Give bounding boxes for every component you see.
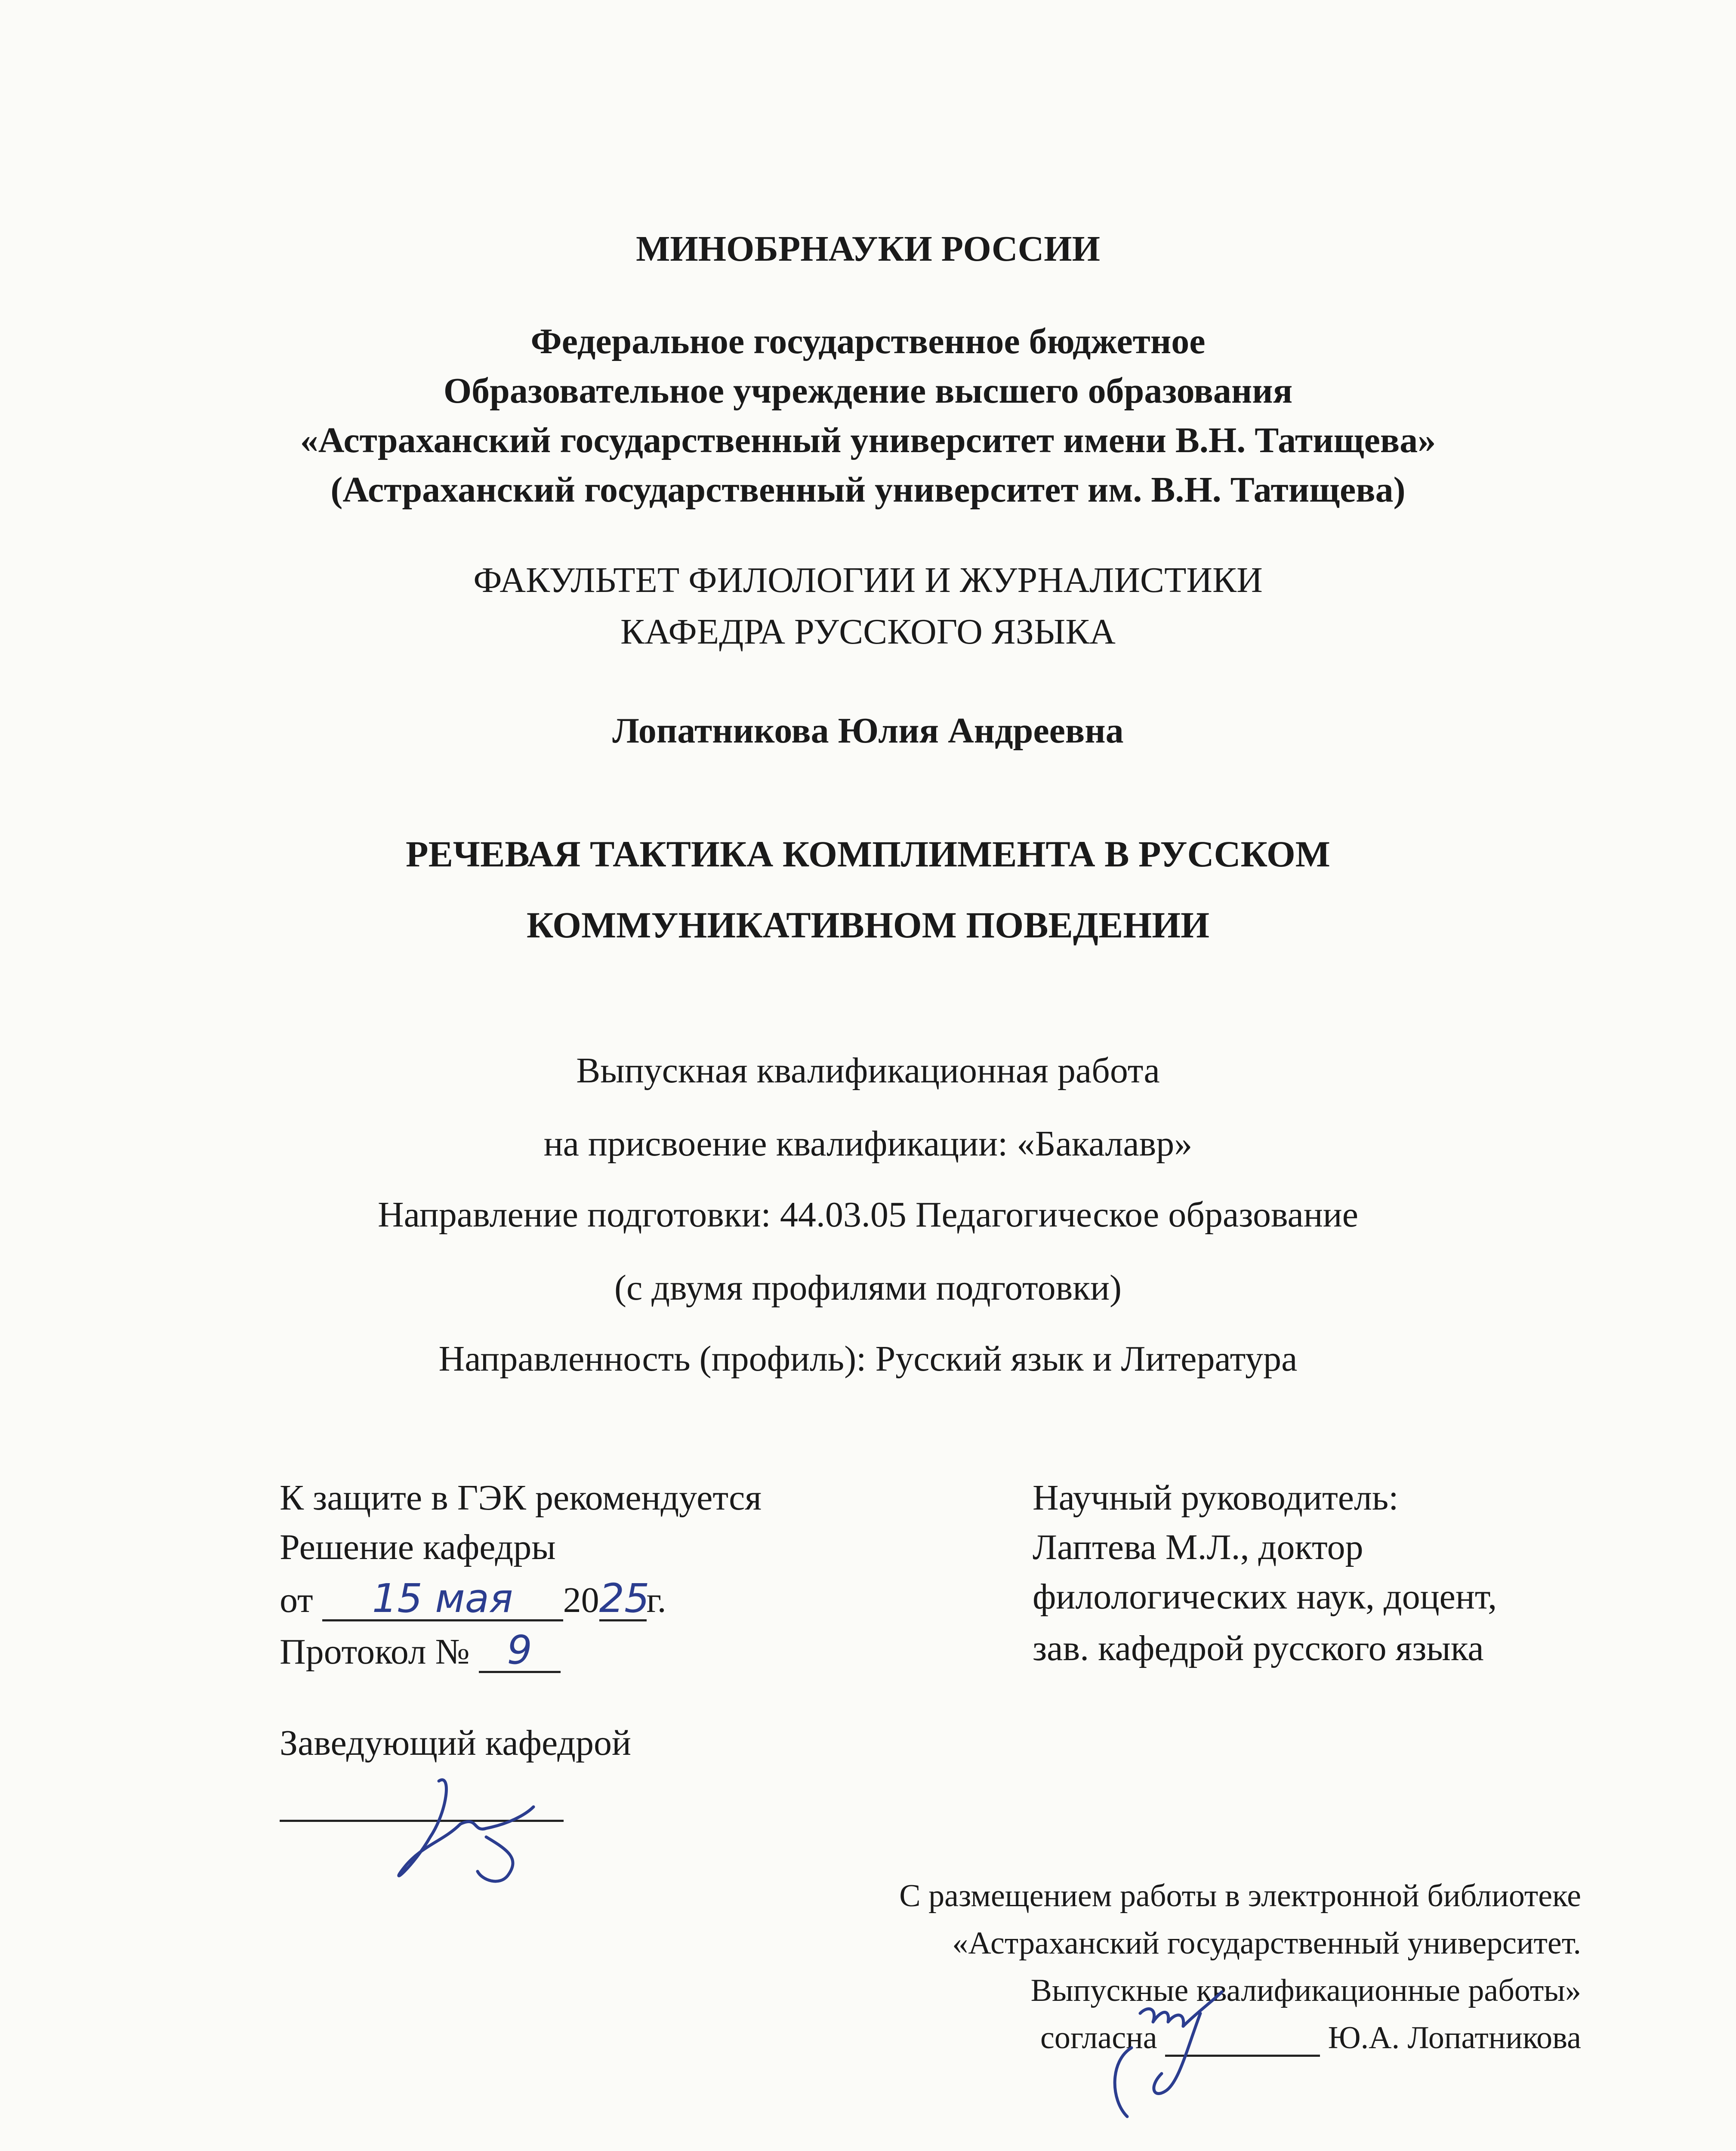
thesis-title-line-1: РЕЧЕВАЯ ТАКТИКА КОМПЛИМЕНТА В РУССКОМ	[406, 833, 1330, 875]
qualification-line: на присвоение квалификации: «Бакалавр»	[543, 1124, 1193, 1164]
ministry-header: МИНОБРНАУКИ РОССИИ	[636, 229, 1100, 269]
supervisor-line-2: филологических наук, доцент,	[1033, 1577, 1497, 1617]
profiles-note: (с двумя профилями подготовки)	[614, 1268, 1122, 1308]
author-signature-icon	[1093, 1962, 1248, 2142]
supervisor-line-3: зав. кафедрой русского языка	[1033, 1628, 1484, 1668]
date-prefix: от	[280, 1580, 313, 1620]
work-type: Выпускная квалификационная работа	[576, 1051, 1160, 1091]
supervisor-label: Научный руководитель:	[1033, 1478, 1399, 1518]
org-line-1: Федеральное государственное бюджетное	[530, 321, 1206, 361]
author-name: Лопатникова Юлия Андреевна	[612, 711, 1124, 751]
thesis-title-line-2: КОММУНИКАТИВНОМ ПОВЕДЕНИИ	[526, 904, 1210, 946]
supervisor-line-1: Лаптева М.Л., доктор	[1033, 1527, 1363, 1567]
defense-decision: Решение кафедры	[280, 1527, 556, 1567]
org-line-3: «Астраханский государственный университет имени В.Н. Татищева»	[300, 420, 1436, 460]
year-suffix: г.	[646, 1580, 666, 1620]
department-name: КАФЕДРА РУССКОГО ЯЗЫКА	[620, 612, 1116, 652]
defense-recommend: К защите в ГЭК рекомендуется	[280, 1478, 762, 1518]
library-consent-line-2: «Астраханский государственный университет.	[952, 1926, 1581, 1961]
protocol-label: Протокол №	[280, 1632, 470, 1672]
head-of-department-label: Заведующий кафедрой	[280, 1723, 631, 1763]
protocol-handwritten: 9	[479, 1630, 561, 1673]
direction-line: Направление подготовки: 44.03.05 Педагогическое образование	[377, 1195, 1359, 1235]
year-handwritten: 25	[599, 1575, 650, 1621]
defense-date-line	[280, 1575, 666, 1621]
head-signature-icon	[379, 1764, 559, 1901]
consent-label: согласна	[1040, 2020, 1157, 2055]
library-consent-line-1: С размещением работы в электронной библиотеке	[899, 1878, 1581, 1914]
date-handwritten: 15 мая	[322, 1579, 563, 1621]
protocol-line	[280, 1627, 561, 1673]
library-consent-line-3: Выпускные квалификационные работы»	[1030, 1973, 1581, 2008]
org-line-2: Образовательное учреждение высшего образования	[443, 371, 1293, 411]
profile-line: Направленность (профиль): Русский язык и Литература	[438, 1339, 1298, 1379]
org-line-4: (Астраханский государственный университет им. В.Н. Татищева)	[330, 470, 1406, 510]
consent-signer: Ю.А. Лопатникова	[1328, 2020, 1581, 2055]
faculty-name: ФАКУЛЬТЕТ ФИЛОЛОГИИ И ЖУРНАЛИСТИКИ	[473, 560, 1263, 600]
year-prefix: 20	[563, 1580, 599, 1620]
